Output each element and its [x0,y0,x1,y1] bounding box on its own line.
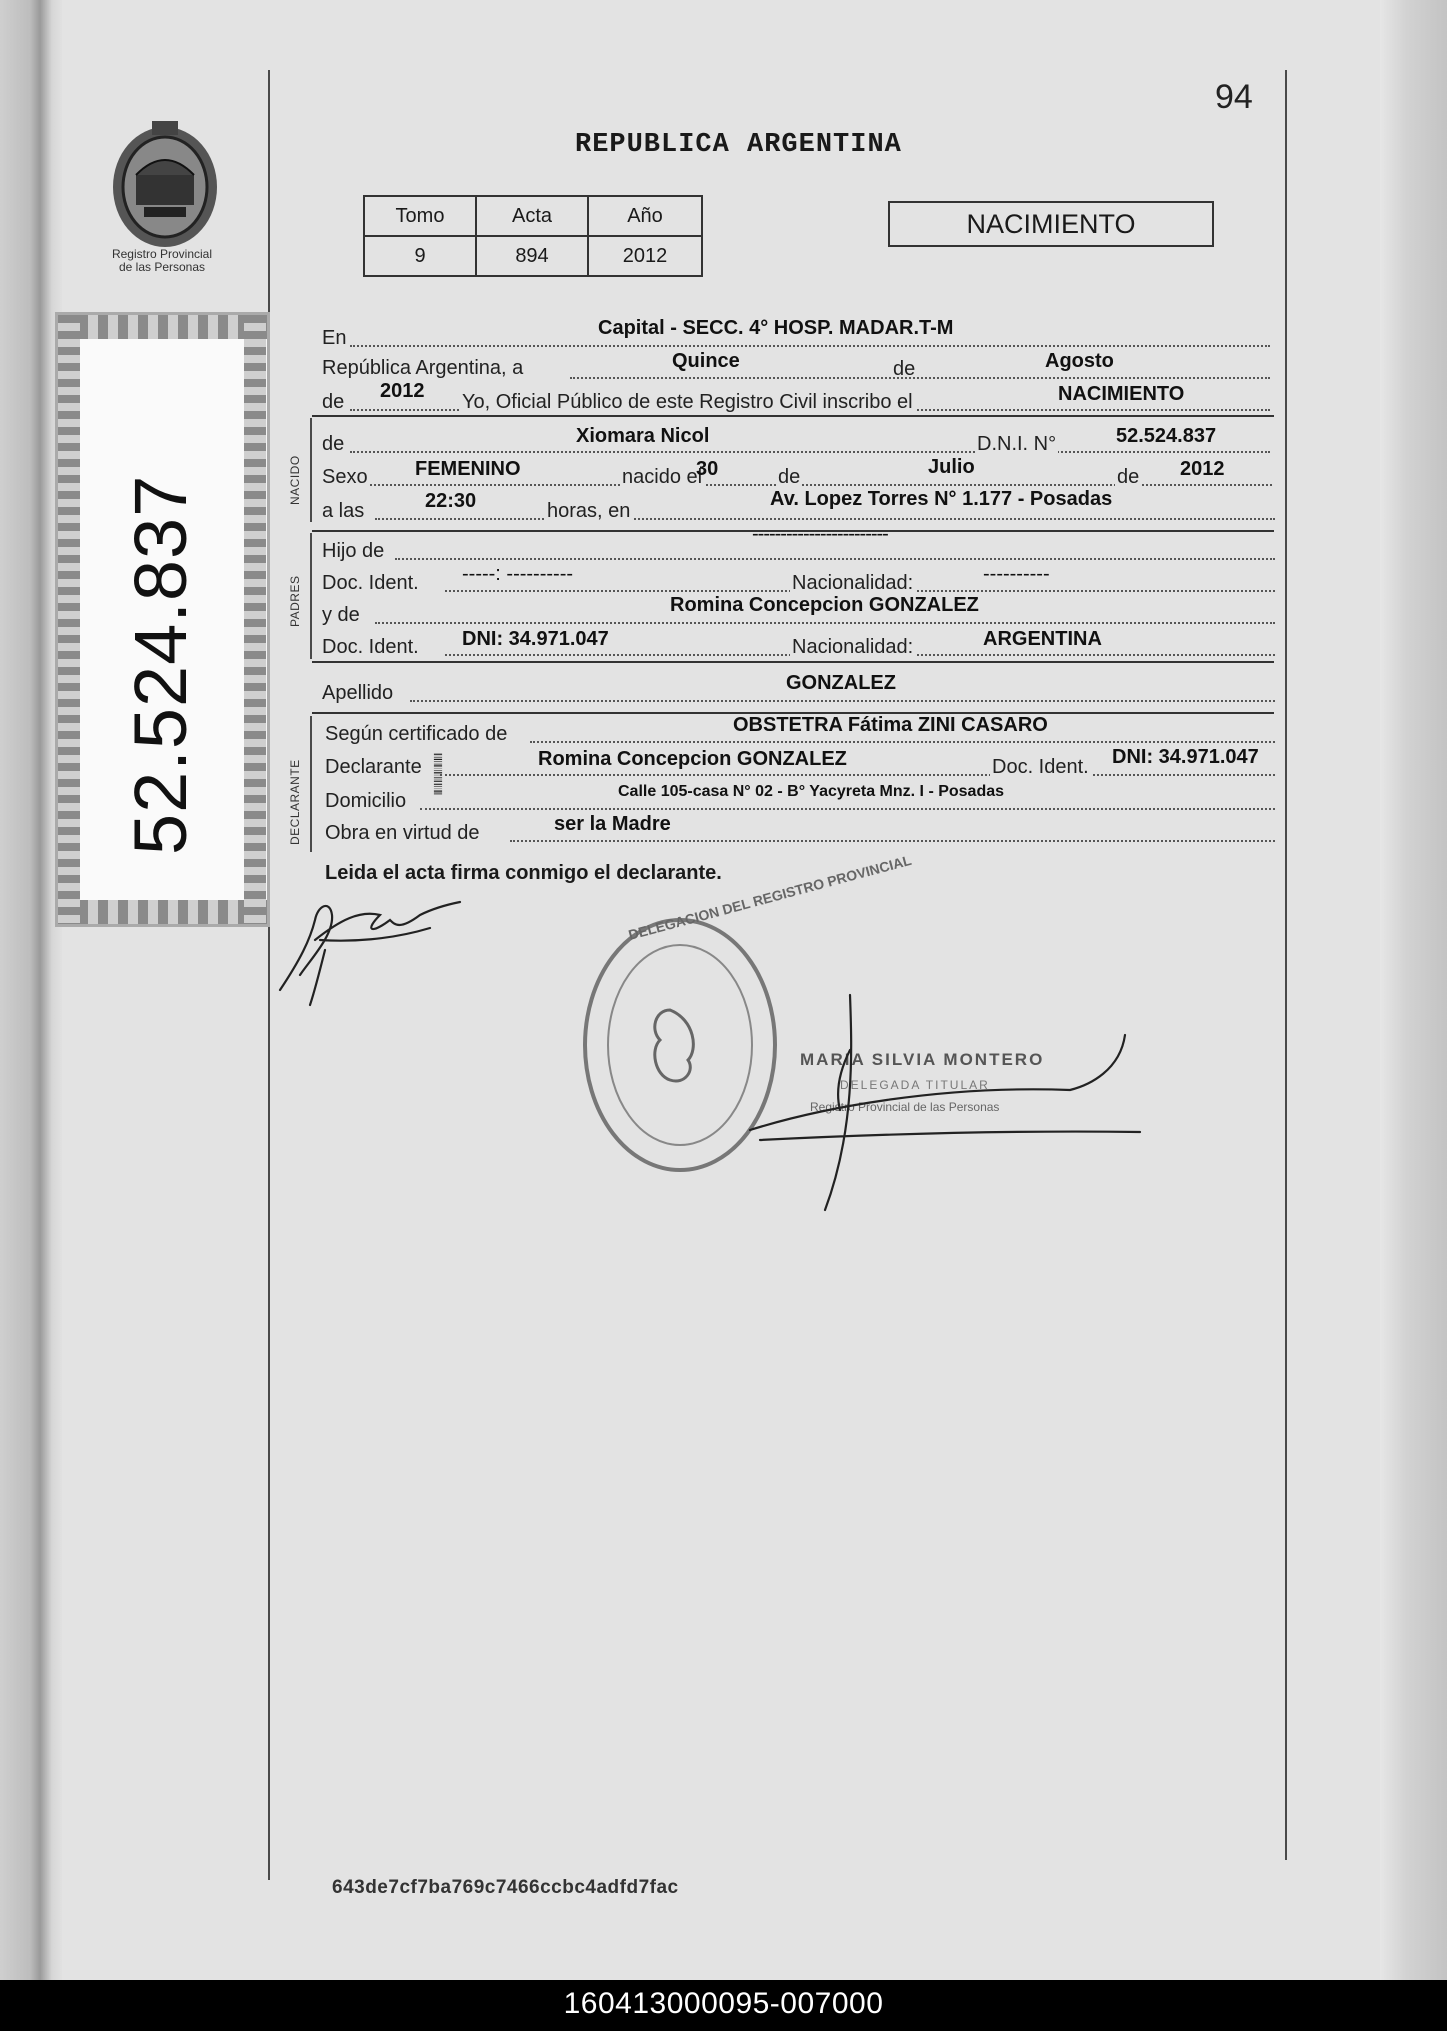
dotted-line [350,345,1270,347]
mother-nationality: ARGENTINA [983,628,1102,650]
page-binding-edge [0,0,62,1980]
birth-de2-label: de [1117,466,1140,488]
birth-year: 2012 [1180,458,1225,480]
father-doc: -----: ---------- [462,563,574,585]
registration-month: Agosto [1045,350,1114,372]
side-label-padres: PADRES [288,575,302,627]
registration-year: 2012 [380,380,425,402]
doc1-label: Doc. Ident. [322,572,419,594]
closing-statement: Leida el acta firma conmigo el declarante. [325,862,722,884]
dotted-line [420,808,1275,810]
dotted-line [510,840,1275,842]
page-number: 94 [1215,78,1253,116]
birth-time: 22:30 [425,490,477,512]
domicilio-label: Domicilio [325,790,407,812]
officer-signature [740,990,1140,1220]
right-margin-rule [1285,70,1287,1860]
place-of-registration: Capital - SECC. 4° HOSP. MADAR.T-M [598,317,954,339]
dotted-line [530,741,1275,743]
horas-label: horas, en [547,500,631,522]
section-side-rule [310,418,312,522]
logo-caption-line1: Registro Provincial [111,247,213,261]
declarant-relation: ser la Madre [554,813,671,835]
section-divider [312,661,1274,663]
birth-de-label: de [778,466,801,488]
registration-day: Quince [672,350,740,372]
section-side-rule [310,716,312,852]
declarante-label: Declarante [325,756,422,778]
inscription-type: NACIMIENTO [1058,383,1185,405]
side-label-declarante: DECLARANTE [288,759,302,845]
sexo-label: Sexo [322,466,368,488]
register-header-acta: Acta [476,196,588,236]
apellido-label: Apellido [322,682,394,704]
certificado-label: Según certificado de [325,723,508,745]
dni-label: D.N.I. N° [977,433,1057,455]
side-label-nacido: NACIDO [288,455,302,505]
section-side-rule [310,533,312,659]
republica-label: República Argentina, a [322,357,524,379]
section-divider [312,415,1274,417]
registry-logo-caption [82,248,242,274]
register-header-tomo: Tomo [364,196,476,236]
child-dni: 52.524.837 [1116,425,1217,447]
declarant-name: Romina Concepcion GONZALEZ [538,748,847,770]
dotted-line [375,622,1275,624]
register-value-acta: 894 [476,236,588,276]
register-header-ano: Año [588,196,702,236]
register-value-ano: 2012 [588,236,702,276]
logo-caption-line2: de las Personas [118,260,206,274]
register-value-tomo: 9 [364,236,476,276]
register-table [363,195,703,277]
alas-label: a las [322,500,365,522]
sticker-security-pattern [58,315,267,339]
obra-label: Obra en virtud de [325,822,480,844]
stamp-official-org: Registro Provincial de las Personas [810,1100,1000,1114]
stamp-official-role: DELEGADA TITULAR [840,1078,990,1092]
page-right-edge [1380,0,1447,1980]
register-header-row [364,196,702,236]
dotted-line [395,558,1275,560]
registry-seal-logo [100,115,230,255]
dotted-line [375,518,1275,520]
decl-doc-label: Doc. Ident. [992,756,1089,778]
en-label: En [322,327,347,349]
sticker-dni-number: 52.524.837 [119,474,202,855]
nac1-label: Nacionalidad: [792,572,914,594]
birth-day: 30 [696,458,719,480]
document-title: REPUBLICA ARGENTINA [575,130,902,160]
mother-name: Romina Concepcion GONZALEZ [670,594,979,616]
hijo-de-label: Hijo de [322,540,385,562]
sticker-security-pattern [58,315,80,924]
record-type-box: NACIMIENTO [888,201,1214,247]
child-sex: FEMENINO [415,458,521,480]
document-hash: 643de7cf7ba769c7466ccbc4adfd7fac [332,1877,679,1898]
nacido-de-label: de [322,433,345,455]
birth-month: Julio [928,456,975,478]
round-stamp-text: DELEGACION DEL REGISTRO PROVINCIAL [626,851,914,943]
dotted-line [440,774,1275,776]
y-de-label: y de [322,604,360,626]
de-label: de [893,358,916,380]
scan-footer-code: 160413000095-007000 [563,1987,884,2020]
dotted-line [570,377,1270,379]
register-value-row [364,236,702,276]
surname: GONZALEZ [786,672,896,694]
doc2-label: Doc. Ident. [322,636,419,658]
year-prefix-label: de [322,391,345,413]
official-text: Yo, Oficial Público de este Registro Civil inscribo el [462,391,913,413]
declarant-doc: DNI: 34.971.047 [1112,746,1259,768]
stamp-official-name: MARIA SILVIA MONTERO [800,1050,1045,1069]
declarant-signature [270,880,490,1010]
nacido-el-label: nacido el [622,466,703,488]
father-name: ------------------------ [752,523,888,545]
dotted-line [410,700,1275,702]
barcode-sticker [55,312,270,927]
sticker-security-pattern [244,315,266,924]
mother-doc: DNI: 34.971.047 [462,628,609,650]
certifier: OBSTETRA Fátima ZINI CASARO [733,714,1048,736]
father-nationality: ---------- [983,563,1050,585]
sticker-security-pattern [58,900,267,924]
child-name: Xiomara Nicol [576,425,710,447]
declarant-address: Calle 105-casa N° 02 - B° Yacyreta Mnz. I - Posadas [618,783,1005,800]
dotted-line [350,451,1270,453]
nac2-label: Nacionalidad: [792,636,914,658]
birth-place: Av. Lopez Torres N° 1.177 - Posadas [770,488,1113,510]
